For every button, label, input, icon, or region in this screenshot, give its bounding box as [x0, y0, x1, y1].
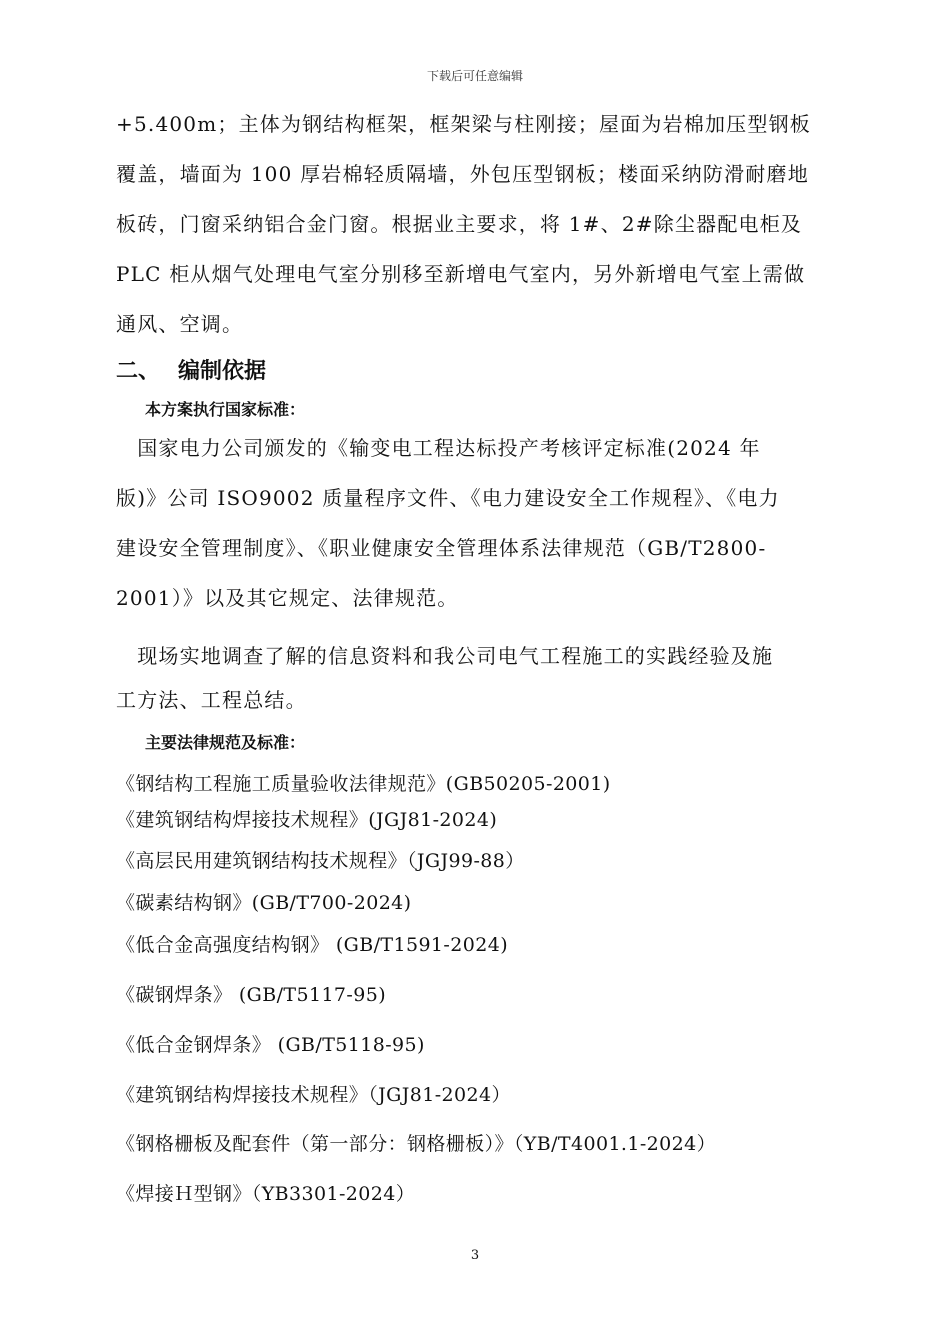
subheading-national-standards: 本方案执行国家标准： [145, 400, 306, 419]
basis-line: 国家电力公司颁发的《输变电工程达标投产考核评定标准(2024 年 [116, 436, 761, 460]
standard-item: 《高层民用建筑钢结构技术规程》（JGJ99-88） [116, 850, 525, 872]
intro-line: 通风、空调。 [116, 312, 244, 336]
standard-item: 《低合金高强度结构钢》 (GB/T1591-2024) [116, 934, 509, 956]
standard-item: 《钢格栅板及配套件（第一部分：钢格栅板）》（YB/T4001.1-2024） [116, 1133, 717, 1155]
standard-item: 《碳钢焊条》 (GB/T5117-95) [116, 984, 387, 1006]
subheading-main-standards: 主要法律规范及标准： [145, 733, 306, 752]
standard-item: 《建筑钢结构焊接技术规程》(JGJ81-2024) [116, 809, 498, 831]
basis-line: 2001）》以及其它规定、法律规范。 [116, 586, 459, 610]
standard-item: 《碳素结构钢》(GB/T700-2024) [116, 892, 412, 914]
intro-line: 覆盖，墙面为 100 厚岩棉轻质隔墙，外包压型钢板；楼面采纳防滑耐磨地 [116, 162, 809, 186]
page-number: 3 [470, 1248, 480, 1263]
survey-line: 现场实地调查了解的信息资料和我公司电气工程施工的实践经验及施 [116, 644, 774, 668]
intro-line: 板砖，门窗采纳铝合金门窗。根据业主要求，将 1#、2#除尘器配电柜及 [116, 212, 803, 236]
standard-item: 《建筑钢结构焊接技术规程》（JGJ81-2024） [116, 1084, 511, 1106]
section-heading [116, 354, 266, 385]
intro-line: PLC 柜从烟气处理电气室分别移至新增电气室内，另外新增电气室上需做 [116, 262, 806, 286]
standard-item: 《钢结构工程施工质量验收法律规范》(GB50205-2001) [116, 773, 611, 795]
standard-item: 《低合金钢焊条》 (GB/T5118-95) [116, 1034, 425, 1056]
section-title: 编制依据 [178, 359, 267, 384]
intro-line: +5.400m；主体为钢结构框架，框架梁与柱刚接；屋面为岩棉加压型钢板 [116, 112, 811, 136]
section-number: 二、 [116, 359, 161, 384]
basis-line: 版)》公司 ISO9002 质量程序文件、《电力建设安全工作规程》、《电力 [116, 486, 780, 510]
survey-line: 工方法、工程总结。 [116, 688, 307, 712]
page-header-note: 下载后可任意编辑 [426, 69, 523, 83]
standard-item: 《焊接Ｈ型钢》（YB3301-2024） [116, 1183, 416, 1205]
basis-line: 建设安全管理制度》、《职业健康安全管理体系法律规范（GB/T2800- [116, 536, 767, 560]
